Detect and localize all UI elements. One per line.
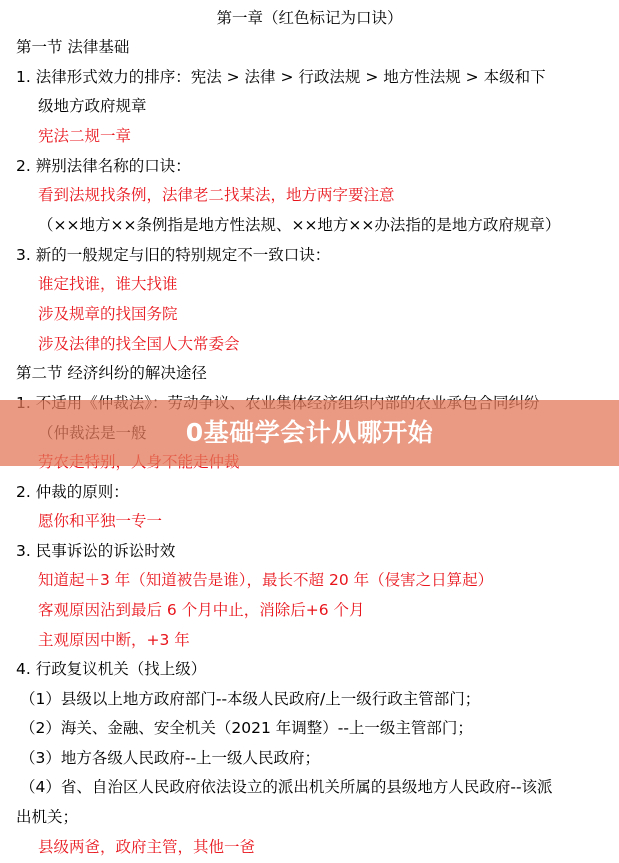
chapter-title: 第一章（红色标记为口诀） <box>216 9 403 27</box>
item-1-text-cont: 级地方政府规章 <box>38 97 147 115</box>
sub-item-line-cont: 出机关； <box>16 808 79 826</box>
mnemonic-line: 涉及法律的找全国人大常委会 <box>38 335 240 353</box>
sub-item-line: （1）县级以上地方政府部门--本级人民政府/上一级行政主管部门； <box>20 690 481 708</box>
item-4-text: 4. 行政复议机关（找上级） <box>16 660 207 678</box>
item-1-text: 1. 法律形式效力的排序：宪法 > 法律 > 行政法规 > 地方性法规 > 本级和下 <box>16 68 546 86</box>
mnemonic-line: 知道起＋3 年（知道被告是谁），最长不超 20 年（侵害之日算起） <box>38 571 494 589</box>
mnemonic-line: 宪法二规一章 <box>38 127 132 145</box>
section-heading-2: 第二节 经济纠纷的解决途径 <box>16 364 207 382</box>
sub-item-line: （3）地方各级人民政府--上一级人民政府； <box>20 749 321 767</box>
mnemonic-line: 愿你和平独一专一 <box>38 512 163 530</box>
mnemonic-line: 主观原因中断，+3 年 <box>38 631 190 649</box>
mnemonic-line: 涉及规章的找国务院 <box>38 305 178 323</box>
mnemonic-line: 看到法规找条例，法律老二找某法，地方两字要注意 <box>38 186 395 204</box>
note-line: （××地方××条例指是地方性法规、××地方××办法指的是地方政府规章） <box>38 216 561 234</box>
sub-item-line: （2）海关、金融、安全机关（2021 年调整）--上一级主管部门； <box>20 719 473 737</box>
item-2-text: 2. 辨别法律名称的口诀： <box>16 157 191 175</box>
title-banner <box>0 400 619 466</box>
item-3-text: 3. 新的一般规定与旧的特别规定不一致口诀： <box>16 246 331 264</box>
mnemonic-line: 客观原因沾到最后 6 个月中止，消除后+6 个月 <box>38 601 365 619</box>
sub-item-line: （4）省、自治区人民政府依法设立的派出机关所属的县级地方人民政府--该派 <box>20 778 553 796</box>
banner-title: 0基础学会计从哪开始 <box>185 418 434 447</box>
section-heading-1: 第一节 法律基础 <box>16 38 130 56</box>
item-2-text: 2. 仲裁的原则： <box>16 483 129 501</box>
mnemonic-line: 县级两爸，政府主管，其他一爸 <box>38 838 256 856</box>
item-3-text: 3. 民事诉讼的诉讼时效 <box>16 542 176 560</box>
mnemonic-line: 谁定找谁，谁大找谁 <box>38 275 178 293</box>
